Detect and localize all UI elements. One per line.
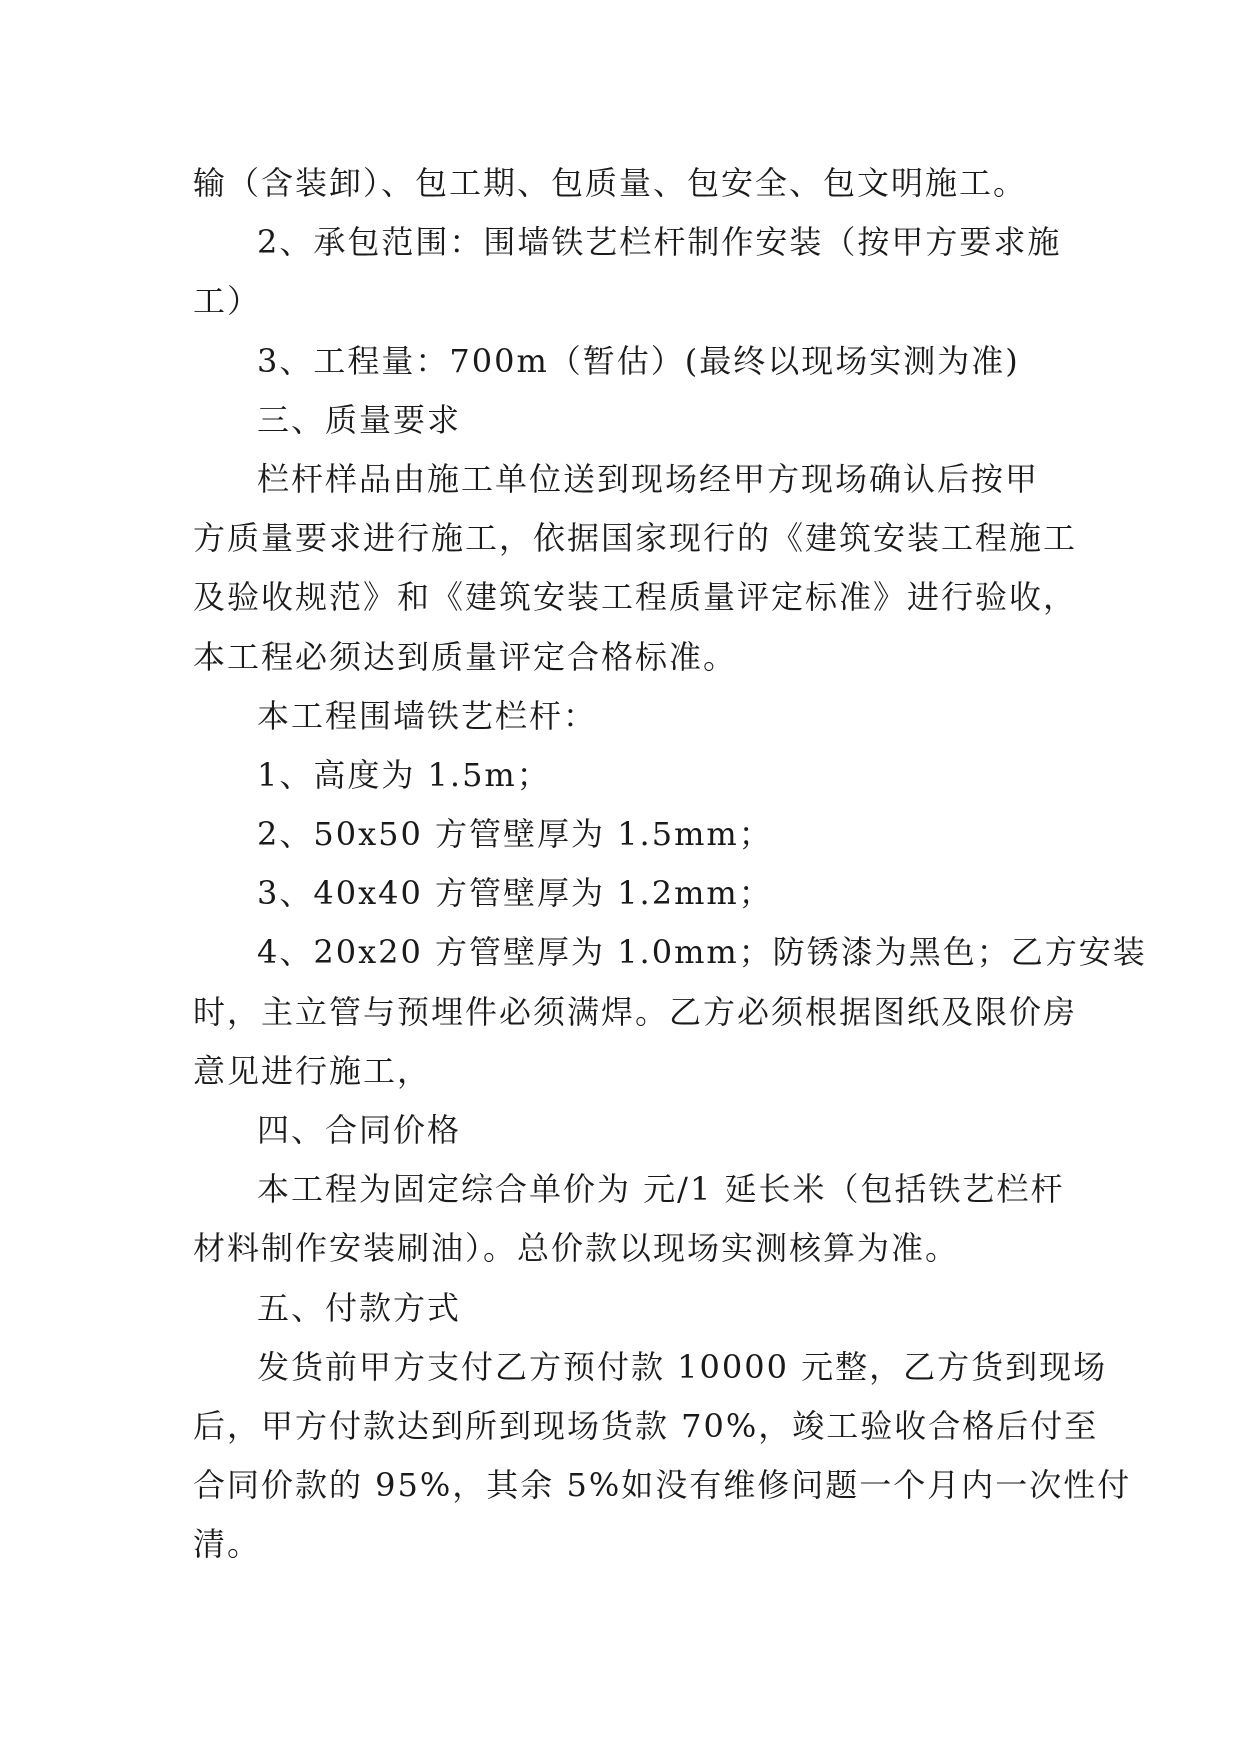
text-line-18: 本工程为固定综合单价为 元/1 延长米（包括铁艺栏杆 bbox=[257, 1170, 1065, 1209]
section-heading-payment: 五、付款方式 bbox=[257, 1288, 462, 1327]
text-line-19: 材料制作安装刷油）。总价款以现场实测核算为准。 bbox=[193, 1229, 960, 1268]
text-line-2: 2、承包范围：围墙铁艺栏杆制作安装（按甲方要求施 bbox=[257, 223, 1062, 262]
text-line-8: 及验收规范》和《建筑安装工程质量评定标准》进行验收， bbox=[193, 578, 1078, 617]
text-line-16: 意见进行施工， bbox=[193, 1051, 432, 1090]
text-line-10: 本工程围墙铁艺栏杆： bbox=[257, 696, 598, 735]
text-line-4: 3、工程量：700m（暂估）(最终以现场实测为准) bbox=[257, 341, 1020, 380]
spec-item-height: 1、高度为 1.5m； bbox=[257, 755, 551, 794]
document-body bbox=[193, 154, 1147, 1575]
text-line-21: 发货前甲方支付乙方预付款 10000 元整，乙方货到现场 bbox=[257, 1347, 1108, 1386]
spec-item-50x50: 2、50x50 方管壁厚为 1.5mm； bbox=[257, 815, 773, 854]
text-line-6: 栏杆样品由施工单位送到现场经甲方现场确认后按甲 bbox=[257, 459, 1040, 498]
section-heading-quality: 三、质量要求 bbox=[257, 400, 462, 439]
text-line-22: 后，甲方付款达到所到现场货款 70%，竣工验收合格后付至 bbox=[193, 1406, 1099, 1445]
text-line-24: 清。 bbox=[193, 1525, 262, 1564]
text-line-9: 本工程必须达到质量评定合格标准。 bbox=[193, 637, 738, 676]
spec-item-40x40: 3、40x40 方管壁厚为 1.2mm； bbox=[257, 874, 773, 913]
section-heading-price: 四、合同价格 bbox=[257, 1111, 462, 1149]
text-line-7: 方质量要求进行施工，依据国家现行的《建筑安装工程施工 bbox=[193, 519, 1078, 558]
text-line-1: 输（含装卸）、包工期、包质量、包安全、包文明施工。 bbox=[193, 164, 1028, 202]
text-line-15: 时，主立管与预埋件必须满焊。乙方必须根据图纸及限价房 bbox=[193, 992, 1078, 1031]
spec-item-20x20: 4、20x20 方管壁厚为 1.0mm；防锈漆为黑色；乙方安装 bbox=[257, 933, 1147, 972]
text-line-3: 工） bbox=[193, 282, 262, 321]
text-line-23: 合同价款的 95%，其余 5%如没有维修问题一个月内一次性付 bbox=[193, 1466, 1132, 1505]
